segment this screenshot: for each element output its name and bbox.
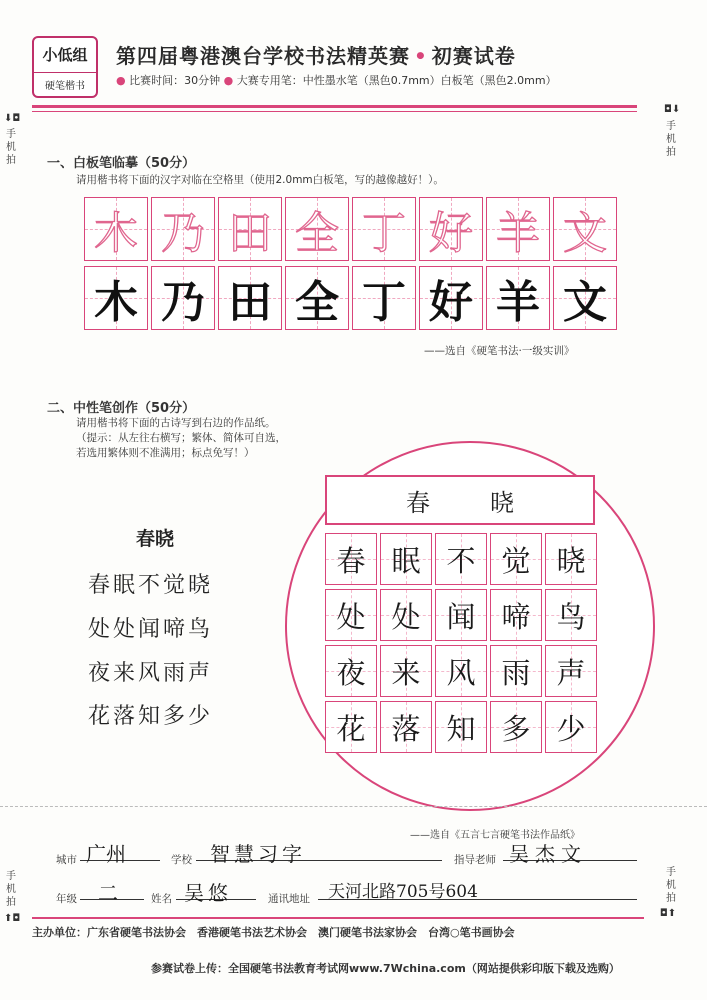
title-end: 初赛试卷 <box>431 44 516 68</box>
city-value: 广州 <box>86 842 126 866</box>
work-row <box>325 701 600 757</box>
title-main: 第四届粤港澳台学校书法精英赛 <box>116 44 410 68</box>
grade-field[interactable] <box>80 877 144 905</box>
header-rule <box>32 105 637 108</box>
page-title <box>116 40 516 69</box>
footer-rule <box>32 917 644 919</box>
work-row <box>325 589 600 645</box>
copy-cell-written[interactable]: 文 <box>553 266 617 330</box>
name-value: 吴悠 <box>184 881 232 905</box>
work-cell[interactable]: 风 <box>435 645 487 697</box>
side-label-right-bottom: 手 机 拍 <box>666 867 676 904</box>
work-cell[interactable]: 多 <box>490 701 542 753</box>
organizers: 主办单位：广东省硬笔书法协会 香港硬笔书法艺术协会 澳门硬笔书法家协会 台湾○笔书画协会 <box>32 926 515 939</box>
copy-cell-outline: 木 <box>84 197 148 261</box>
section1-source: ——选自《硬笔书法·一级实训》 <box>424 345 575 357</box>
section2-source: ——选自《五言七言硬笔书法作品纸》 <box>410 830 580 841</box>
bullet-icon: ● <box>223 74 234 87</box>
tracing-row-written <box>84 266 620 330</box>
copy-cell-outline: 文 <box>553 197 617 261</box>
work-cell[interactable]: 少 <box>545 701 597 753</box>
work-cell[interactable]: 鸟 <box>545 589 597 641</box>
divider <box>0 806 707 807</box>
camera-icon: ⬇◘ <box>4 113 21 124</box>
section2-title: 二、中性笔创作（50分） <box>47 401 196 416</box>
copy-cell-outline: 田 <box>218 197 282 261</box>
work-cell[interactable]: 处 <box>325 589 377 641</box>
school-value: 智慧习字 <box>210 842 306 866</box>
copy-cell-written[interactable]: 全 <box>285 266 349 330</box>
work-cell[interactable]: 夜 <box>325 645 377 697</box>
copy-cell-written[interactable]: 羊 <box>486 266 550 330</box>
work-cell[interactable]: 花 <box>325 701 377 753</box>
tracing-row-outline <box>84 197 620 261</box>
work-cell[interactable]: 来 <box>380 645 432 697</box>
work-grid <box>325 533 600 757</box>
side-label-left-top: 手 机 拍 <box>6 129 16 166</box>
work-cell[interactable]: 觉 <box>490 533 542 585</box>
section2-instructions: 请用楷书将下面的古诗写到右边的作品纸。 （提示：从左往右横写；繁体、简体可自选， 若选用繁体则不准满用；标点免写！） <box>76 417 286 459</box>
section1-instruction: 请用楷书将下面的汉字对临在空格里（使用2.0mm白板笔，写的越像越好！）。 <box>76 174 444 186</box>
work-cell[interactable]: 啼 <box>490 589 542 641</box>
work-title-box: 春晓 <box>325 475 595 525</box>
teacher-label: 指导老师 <box>454 854 496 866</box>
school-label: 学校 <box>171 854 192 866</box>
copy-cell-outline: 乃 <box>151 197 215 261</box>
address-label: 通讯地址 <box>268 893 310 905</box>
group-badge <box>32 36 98 98</box>
work-cell[interactable]: 处 <box>380 589 432 641</box>
work-cell[interactable]: 闻 <box>435 589 487 641</box>
poem-line: 夜来风雨声 <box>88 661 214 686</box>
city-field[interactable] <box>80 838 160 866</box>
teacher-field[interactable] <box>503 838 637 866</box>
work-cell[interactable]: 不 <box>435 533 487 585</box>
work-cell[interactable]: 知 <box>435 701 487 753</box>
copy-cell-written[interactable]: 丁 <box>352 266 416 330</box>
exam-info <box>116 72 557 88</box>
school-field[interactable] <box>196 838 442 866</box>
copy-cell-written[interactable]: 田 <box>218 266 282 330</box>
upload-info: 参赛试卷上传：全国硬笔书法教育考试网www.7Wchina.com（网站提供彩印版下载及选购） <box>151 962 620 975</box>
group-label: 小低组 <box>42 45 88 64</box>
work-cell[interactable]: 雨 <box>490 645 542 697</box>
address-value: 天河北路705号604 <box>328 882 478 902</box>
camera-icon: ⬆◘ <box>4 913 21 924</box>
copy-cell-written[interactable]: 好 <box>419 266 483 330</box>
work-cell[interactable]: 春 <box>325 533 377 585</box>
copy-cell-outline: 全 <box>285 197 349 261</box>
group-sub-label: 硬笔楷书 <box>34 72 96 95</box>
poem-line: 春眠不觉晓 <box>88 573 214 598</box>
name-field[interactable] <box>176 877 256 905</box>
work-row <box>325 533 600 589</box>
copy-cell-outline: 丁 <box>352 197 416 261</box>
section1-title: 一、白板笔临摹（50分） <box>47 156 196 171</box>
city-label: 城市 <box>56 854 77 866</box>
copy-cell-outline: 好 <box>419 197 483 261</box>
poem-title: 春晓 <box>136 528 175 550</box>
work-cell[interactable]: 眠 <box>380 533 432 585</box>
work-cell[interactable]: 晓 <box>545 533 597 585</box>
grade-label: 年级 <box>56 893 77 905</box>
poem-line: 处处闻啼鸟 <box>88 617 214 642</box>
work-cell[interactable]: 声 <box>545 645 597 697</box>
work-cell[interactable]: 落 <box>380 701 432 753</box>
teacher-value: 吴杰文 <box>509 842 587 866</box>
grade-value: 二 <box>98 881 118 905</box>
name-label: 姓名 <box>151 893 172 905</box>
title-dot: • <box>414 44 428 68</box>
camera-icon: ◘⬇ <box>664 104 681 115</box>
work-row <box>325 645 600 701</box>
side-label-right-top: 手 机 拍 <box>666 121 676 158</box>
time-text: 比赛时间：30分钟 <box>129 74 221 87</box>
side-label-left-bottom: 手 机 拍 <box>6 871 16 908</box>
camera-icon: ◘⬆ <box>659 908 677 919</box>
copy-cell-outline: 羊 <box>486 197 550 261</box>
header-rule-thin <box>32 111 637 112</box>
address-field[interactable] <box>318 877 637 900</box>
poem-line: 花落知多少 <box>88 704 214 729</box>
pen-text: 大赛专用笔：中性墨水笔（黑色0.7mm）白板笔（黑色2.0mm） <box>236 74 557 87</box>
copy-cell-written[interactable]: 乃 <box>151 266 215 330</box>
bullet-icon: ● <box>116 74 126 87</box>
copy-cell-written[interactable]: 木 <box>84 266 148 330</box>
